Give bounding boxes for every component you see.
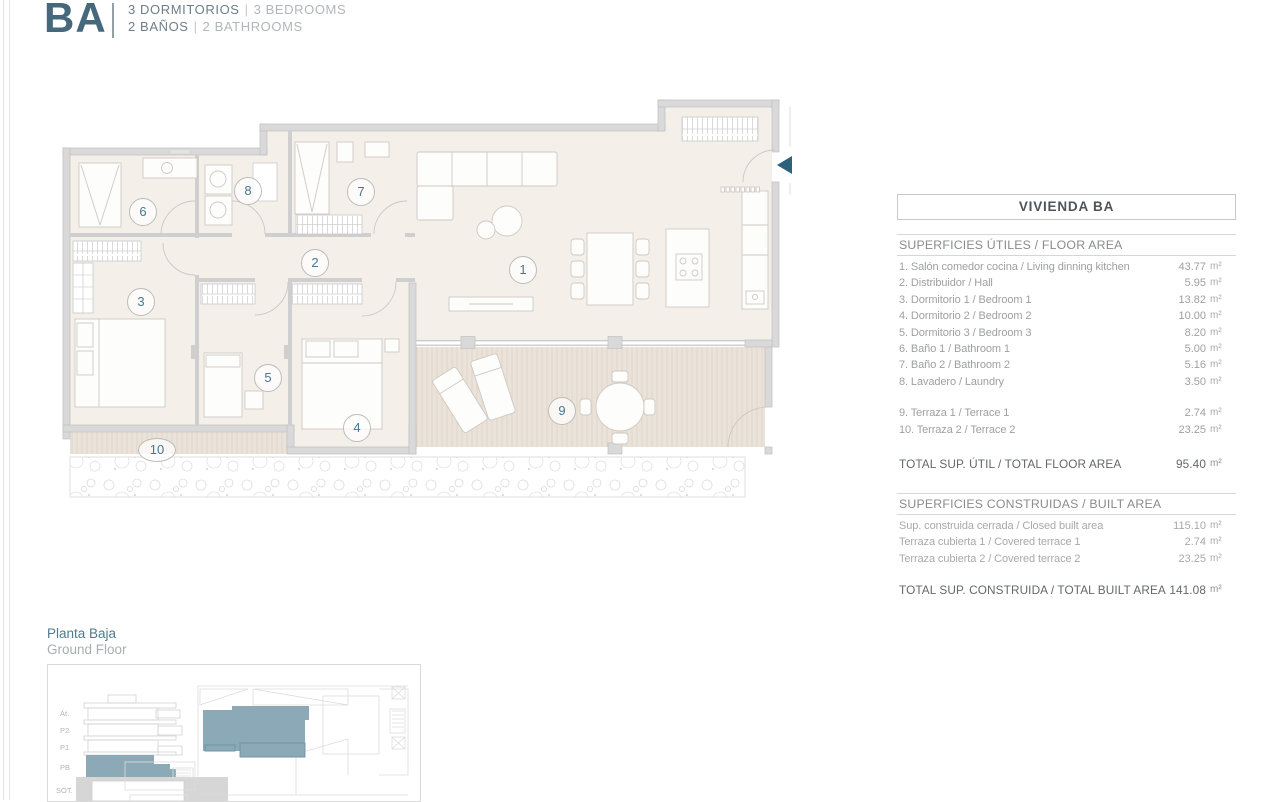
keyplan-title-es: Planta Baja [47,626,117,641]
total-floor-area: TOTAL SUP. ÚTIL / TOTAL FLOOR AREA 95.40 m² [899,456,1222,471]
area-row: 3. Dormitorio 1 / Bedroom 1 13.82 m² [899,293,1222,306]
bathrooms-es: 2 BAÑOS [128,19,189,34]
room-number-9: 9 [548,397,576,425]
built-area-rows [897,518,1236,599]
room-number-1: 1 [509,256,537,284]
room-number-10: 10 [138,438,176,462]
floor-plan [55,95,800,505]
bathrooms-en: 2 BATHROOMS [202,19,303,34]
bed-room3 [75,319,165,407]
separator: | [193,19,198,34]
keyplan-title-en: Ground Floor [47,642,127,657]
area-row: 7. Baño 2 / Bathroom 2 5.16 m² [899,359,1222,372]
room-number-2: 2 [301,249,329,277]
header-divider [112,3,114,38]
area-row: 6. Baño 1 / Bathroom 1 5.00 m² [899,342,1222,355]
floor-area-heading: SUPERFICIES ÚTILES / FLOOR AREA [897,234,1236,256]
bathrooms-line [128,18,346,35]
building-section [56,695,228,802]
floor-area-rows [897,259,1236,473]
floor-label-atico: Át. [60,709,70,718]
area-row: 10. Terraza 2 / Terrace 2 23.25 m² [899,423,1222,436]
room-number-6: 6 [129,198,157,226]
tv-unit [449,297,533,311]
room-number-7: 7 [347,178,375,206]
entry-arrow-icon [777,156,792,174]
floor-labels [56,709,73,795]
area-row: 5. Dormitorio 3 / Bedroom 3 8.20 m² [899,326,1222,339]
area-row: 4. Dormitorio 2 / Bedroom 2 10.00 m² [899,310,1222,323]
unit-title: VIVIENDA BA [897,194,1236,220]
bedrooms-en: 3 BEDROOMS [253,2,347,17]
kitchen-island [666,229,709,307]
built-area-section [897,493,1236,599]
side-table [477,221,495,239]
keyplan-title [47,626,127,658]
room-number-4: 4 [343,414,371,442]
room-number-3: 3 [127,288,155,316]
unit-code: BA [44,0,107,41]
area-table-panel [897,194,1236,599]
built-area-heading: SUPERFICIES CONSTRUIDAS / BUILT AREA [897,493,1236,515]
room-number-5: 5 [254,364,282,392]
room-number-8: 8 [234,177,262,205]
dining-table [571,233,649,305]
page-margin-line-outer [3,0,4,800]
header-summary [128,1,346,35]
bedrooms-es: 3 DORMITORIOS [128,2,240,17]
keyplan-drawing [48,665,420,802]
keyplan-box [47,664,421,802]
basement [92,781,184,801]
floor-label-sotano: SÓT. [56,786,73,795]
coffee-table [492,206,522,236]
highlighted-floor [86,755,176,777]
floor-label-pb: PB [60,763,71,772]
area-row: Sup. construida cerrada / Closed built area 115.10 m² [899,519,1222,532]
floor-label-p2: P2 [60,726,70,735]
highlighted-unit [203,706,309,757]
floor-label-p1: P1 [60,743,70,752]
page-margin-line-inner [9,0,10,800]
terrace-2-floor [70,432,287,454]
total-built-area: TOTAL SUP. CONSTRUIDA / TOTAL BUILT AREA 141.08 m² [899,583,1222,598]
area-row: Terraza cubierta 1 / Covered terrace 1 2.74 m² [899,536,1222,549]
area-row: Terraza cubierta 2 / Covered terrace 2 23.25 m² [899,552,1222,565]
area-row: 1. Salón comedor cocina / Living dinning kitchen 43.77 m² [899,261,1222,273]
floor-area-section [897,234,1236,473]
garden-strip [70,457,745,497]
bedrooms-line [128,1,346,18]
area-row: 9. Terraza 1 / Terrace 1 2.74 m² [899,407,1222,420]
area-row: 2. Distribuidor / Hall 5.95 m² [899,277,1222,290]
separator: | [244,2,249,17]
area-row: 8. Lavadero / Laundry 3.50 m² [899,375,1222,388]
